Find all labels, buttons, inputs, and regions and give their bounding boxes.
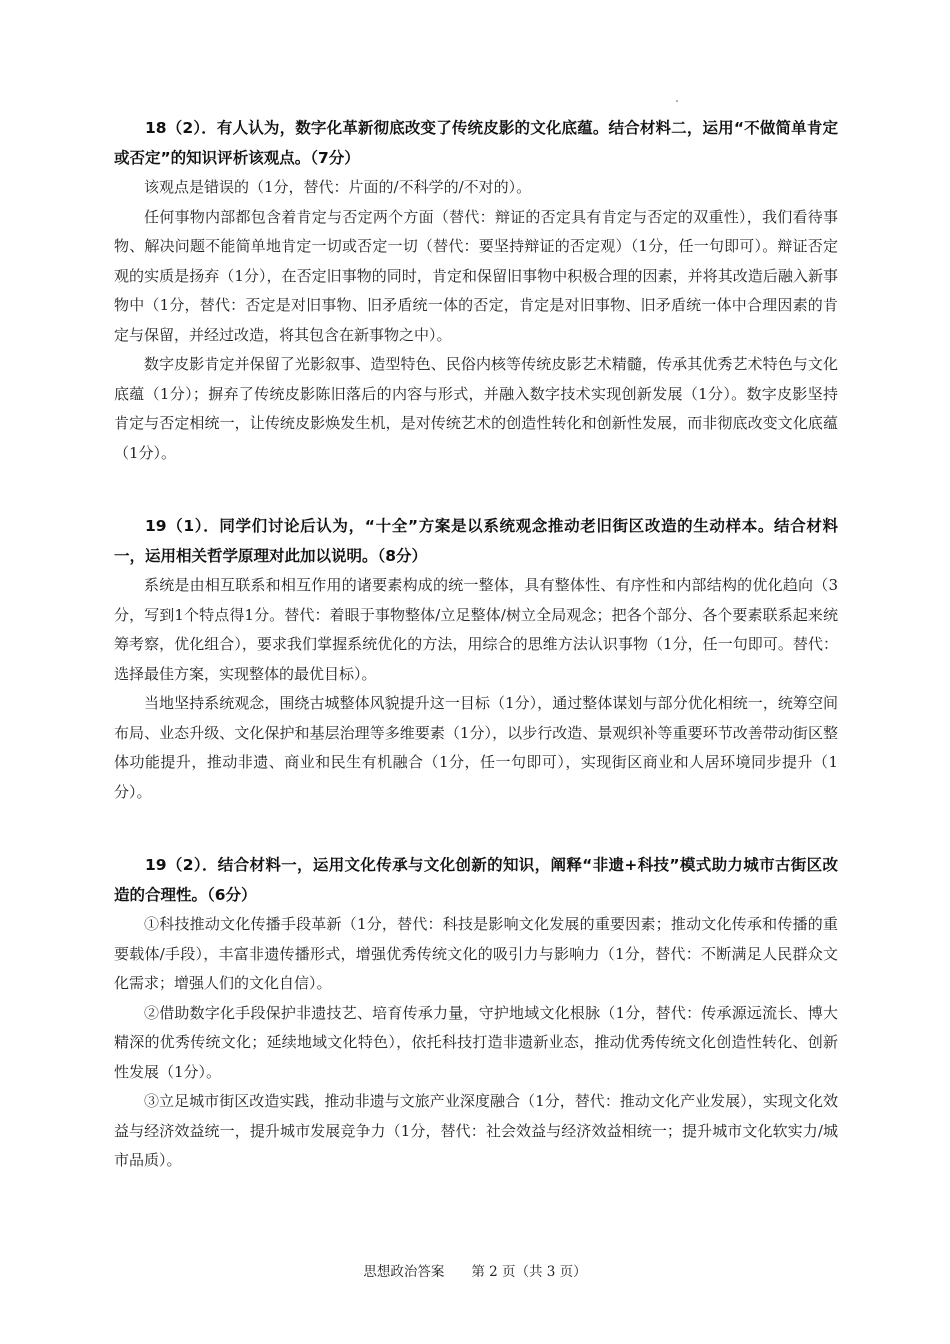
page-footer: 思想政治答案 第 2 页（共 3 页） bbox=[363, 1264, 587, 1280]
question-19-2: 19（2）．结合材料一，运用文化传承与文化创新的知识，阐释“非遗+科技”模式助力城市古街区改造的合理性。（6分） bbox=[114, 856, 838, 904]
answer-paragraph: ①科技推动文化传播手段革新（1分，替代：科技是影响文化发展的重要因素；推动文化传承和传播的重要载体/手段），丰富非遗传播形式，增强优秀传统文化的吸引力与影响力（1分，替代：不断满足人民群众文化需求；增强人们的文化自信）。 bbox=[114, 915, 838, 992]
answer-paragraph: ②借助数字化手段保护非遗技艺、培育传承力量，守护地域文化根脉（1分，替代：传承源远流长、博大精深的优秀传统文化；延续地域文化特色），依托科技打造非遗新业态，推动优秀传统文化创造性转化、创新性发展（1分）。 bbox=[114, 1003, 838, 1081]
section-19-1 bbox=[114, 512, 838, 807]
question-19-1: 19（1）．同学们讨论后认为，“十全”方案是以系统观念推动老旧街区改造的生动样本。结合材料一，运用相关哲学原理对此加以说明。（8分） bbox=[114, 517, 838, 565]
answer-paragraph: 当地坚持系统观念，围绕古城整体风貌提升这一目标（1分），通过整体谋划与部分优化相统一，统筹空间布局、业态升级、文化保护和基层治理等多维要素（1分），以步行改造、景观织补等重要环节改善带动街区整体功能提升，推动非遗、商业和民生有机融合（1分，任一句即可），实现街区商业和人居环境同步提升（1分）。 bbox=[114, 694, 838, 801]
section-18-2 bbox=[114, 114, 838, 468]
question-18-2: 18（2）．有人认为，数字化革新彻底改变了传统皮影的文化底蕴。结合材料二，运用“不做简单肯定或否定”的知识评析该观点。（7分） bbox=[114, 119, 838, 167]
answer-paragraph: ③立足城市街区改造实践，推动非遗与文旅产业深度融合（1分，替代：推动文化产业发展），实现文化效益与经济效益统一，提升城市发展竞争力（1分，替代：社会效益与经济效益相统一；提升城市文化软实力/城市品质）。 bbox=[114, 1092, 838, 1169]
answer-paragraph: 任何事物内部都包含着肯定与否定两个方面（替代：辩证的否定具有肯定与否定的双重性），我们看待事物、解决问题不能简单地肯定一切或否定一切（替代：要坚持辩证的否定观）（1分，任一句即可）。辩证否定观的实质是扬弃（1分），在否定旧事物的同时，肯定和保留旧事物中积极合理的因素，并将其改造后融入新事物中（1分，替代：否定是对旧事物、旧矛盾统一体的否定，肯定是对旧事物、旧矛盾统一体中合理因素的肯定与保留，并经过改造，将其包含在新事物之中）。 bbox=[114, 207, 838, 344]
section-19-2 bbox=[114, 851, 838, 1176]
answer-paragraph: 系统是由相互联系和相互作用的诸要素构成的统一整体，具有整体性、有序性和内部结构的优化趋向（3分，写到1个特点得1分。替代：着眼于事物整体/立足整体/树立全局观念；把各个部分、各个要素联系起来统筹考察，优化组合），要求我们掌握系统优化的方法，用综合的思维方法认识事物（1分，任一句即可。替代：选择最佳方案，实现整体的最优目标）。 bbox=[114, 576, 838, 683]
answer-paragraph: 数字皮影肯定并保留了光影叙事、造型特色、民俗内核等传统皮影艺术精髓，传承其优秀艺术特色与文化底蕴（1分）；摒弃了传统皮影陈旧落后的内容与形式，并融入数字技术实现创新发展（1分）。数字皮影坚持肯定与否定相统一，让传统皮影焕发生机，是对传统艺术的创造性转化和创新性发展，而非彻底改变文化底蕴（1分）。 bbox=[114, 355, 838, 462]
answer-paragraph: 该观点是错误的（1分，替代：片面的/不科学的/不对的）。 bbox=[144, 178, 532, 196]
answer-page bbox=[114, 114, 838, 1212]
scan-speck bbox=[676, 100, 678, 102]
